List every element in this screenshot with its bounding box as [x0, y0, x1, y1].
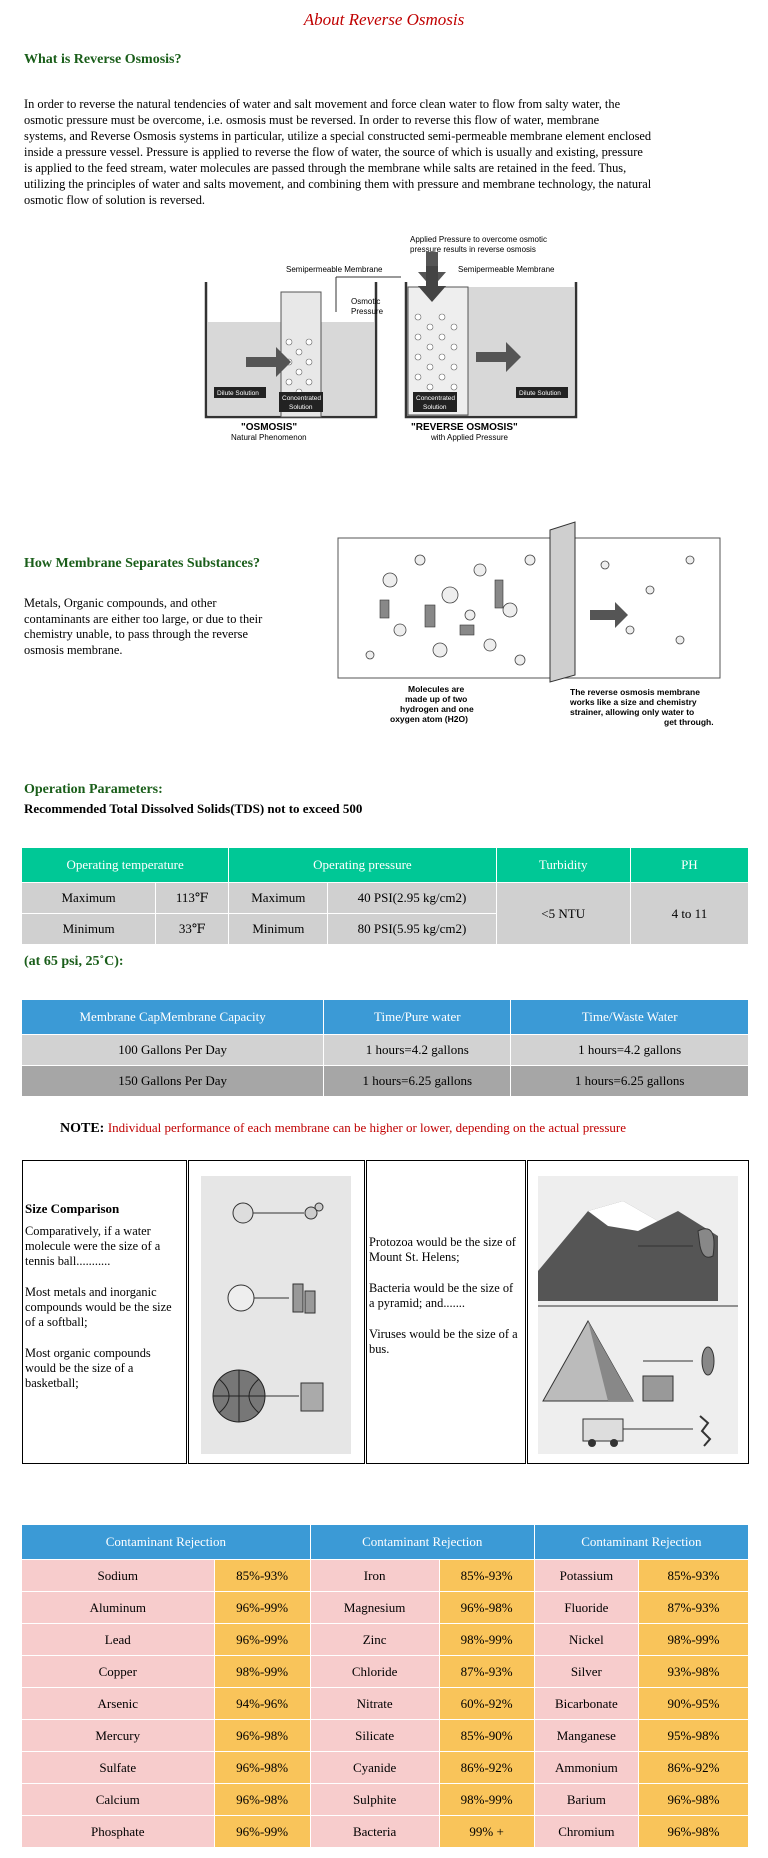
- temp-min-value: 33℉: [156, 914, 229, 945]
- turbidity-value: <5 NTU: [496, 883, 630, 945]
- note-label: NOTE:: [60, 1121, 105, 1136]
- header-operating-temperature: Operating temperature: [22, 848, 229, 883]
- press-min-label: Minimum: [229, 914, 328, 945]
- contaminant-name: Nitrate: [310, 1688, 439, 1720]
- contaminant-name: Sulphite: [310, 1784, 439, 1816]
- header-membrane-capacity: Membrane CapMembrane Capacity: [22, 1000, 324, 1035]
- semipermeable-right-label: Semipermeable Membrane: [458, 265, 555, 274]
- press-min-value: 80 PSI(5.95 kg/cm2): [328, 914, 496, 945]
- contaminant-name: Manganese: [534, 1720, 638, 1752]
- rejection-percent: 96%-98%: [214, 1720, 310, 1752]
- header-time-waste-water: Time/Waste Water: [511, 1000, 749, 1035]
- dilute-right-label: Dilute Solution: [519, 390, 561, 397]
- size-text-water: Comparatively, if a water molecule were the size of a tennis ball...........: [25, 1224, 161, 1268]
- landmarks-illustration: [528, 1161, 748, 1463]
- rejection-percent: 86%-92%: [439, 1752, 534, 1784]
- press-max-label: Maximum: [229, 883, 328, 914]
- rejection-header: Contaminant Rejection: [310, 1525, 534, 1560]
- capacity-cell: 1 hours=6.25 gallons: [511, 1066, 749, 1097]
- bus-icon: [583, 1419, 623, 1441]
- tennis-ball-icon: [233, 1203, 253, 1223]
- para-line: inside a pressure vessel. Pressure is applied to reverse the flow of water, the source of which is usually and existing, pressure: [24, 145, 643, 159]
- landmarks-illustration-box: [527, 1160, 749, 1464]
- rejection-header: Contaminant Rejection: [534, 1525, 748, 1560]
- contaminant-name: Chromium: [534, 1816, 638, 1848]
- osmosis-caption: "OSMOSIS": [241, 422, 298, 433]
- press-max-value: 40 PSI(2.95 kg/cm2): [328, 883, 496, 914]
- size-comparison-heading: Size Comparison: [25, 1201, 120, 1216]
- rejection-percent: 98%-99%: [439, 1624, 534, 1656]
- with-applied-pressure-caption: with Applied Pressure: [431, 433, 508, 442]
- dilute-left-label: Dilute Solution: [217, 390, 259, 397]
- softball-icon: [228, 1285, 254, 1311]
- concentrated-right-label-2: Solution: [423, 404, 447, 411]
- rejection-percent: 99% +: [439, 1816, 534, 1848]
- contaminant-name: Fluoride: [534, 1592, 638, 1624]
- temp-min-label: Minimum: [22, 914, 156, 945]
- rejection-percent: 86%-92%: [638, 1752, 748, 1784]
- capacity-cell: 1 hours=6.25 gallons: [324, 1066, 511, 1097]
- size-text-organic: Most organic compounds would be the size of a basketball;: [25, 1346, 151, 1390]
- contaminant-name: Cyanide: [310, 1752, 439, 1784]
- size-comparison-text-box: [22, 1160, 187, 1464]
- header-time-pure-water: Time/Pure water: [324, 1000, 511, 1035]
- para-line: osmosis membrane.: [24, 642, 123, 657]
- applied-pressure-label: Applied Pressure to overcome osmotic: [410, 235, 547, 244]
- capacity-cell: 100 Gallons Per Day: [22, 1035, 324, 1066]
- page-title: About Reverse Osmosis: [303, 10, 465, 29]
- contaminant-name: Silver: [534, 1656, 638, 1688]
- sphinx-icon: [643, 1376, 673, 1401]
- rejection-percent: 87%-93%: [439, 1656, 534, 1688]
- concentrated-left-label: Concentrated: [282, 395, 322, 402]
- rejection-percent: 94%-96%: [214, 1688, 310, 1720]
- rejection-percent: 96%-99%: [214, 1816, 310, 1848]
- rejection-percent: 98%-99%: [439, 1784, 534, 1816]
- contaminant-name: Mercury: [22, 1720, 215, 1752]
- para-line: osmotic flow of solution is reversed.: [24, 193, 206, 207]
- rejection-header: Contaminant Rejection: [22, 1525, 311, 1560]
- contaminant-rejection-table: [21, 1524, 749, 1848]
- capacity-cell: 1 hours=4.2 gallons: [511, 1035, 749, 1066]
- contaminant-name: Zinc: [310, 1624, 439, 1656]
- contaminant-name: Phosphate: [22, 1816, 215, 1848]
- molecules-caption-4: oxygen atom (H2O): [390, 714, 468, 724]
- size-text-bacteria: Bacteria would be the size of a pyramid; and.......: [369, 1281, 514, 1310]
- rejection-percent: 85%-93%: [638, 1560, 748, 1592]
- para-line: is applied to the feed stream, water molecules are passed through the membrane while salts are retained in the feed. Thus,: [24, 161, 627, 175]
- para-line: Metals, Organic compounds, and other: [24, 596, 217, 610]
- note-line: [60, 1120, 626, 1137]
- pressure-label: Pressure: [351, 307, 384, 316]
- para-line: chemistry unable, to pass through the reverse: [24, 627, 248, 641]
- strainer-caption-4: get through.: [664, 717, 714, 727]
- para-line: In order to reverse the natural tendencies of water and salt movement and force clean water to flow from salty water, the: [24, 97, 621, 111]
- capacity-cell: 1 hours=4.2 gallons: [324, 1035, 511, 1066]
- contaminant-name: Bicarbonate: [534, 1688, 638, 1720]
- rejection-percent: 85%-93%: [214, 1560, 310, 1592]
- osmosis-diagram: [186, 232, 586, 442]
- balls-illustration: [189, 1161, 364, 1463]
- molecules-caption-3: hydrogen and one: [400, 704, 474, 714]
- what-is-paragraph: [24, 96, 754, 208]
- strainer-caption-2: works like a size and chemistry: [570, 697, 697, 707]
- contaminant-name: Magnesium: [310, 1592, 439, 1624]
- contaminant-name: Sodium: [22, 1560, 215, 1592]
- rejection-percent: 96%-99%: [214, 1592, 310, 1624]
- contaminant-name: Barium: [534, 1784, 638, 1816]
- reverse-osmosis-caption: "REVERSE OSMOSIS": [411, 422, 518, 433]
- size-text-protozoa: Protozoa would be the size of Mount St. Helens;: [369, 1235, 516, 1264]
- molecules-caption-1: Molecules are: [408, 684, 465, 694]
- rejection-percent: 96%-98%: [214, 1752, 310, 1784]
- contaminant-name: Lead: [22, 1624, 215, 1656]
- membrane-heading: How Membrane Separates Substances?: [24, 556, 261, 571]
- concentrated-right-label: Concentrated: [416, 395, 456, 402]
- osmotic-label: Osmotic: [351, 297, 381, 306]
- rejection-percent: 85%-90%: [439, 1720, 534, 1752]
- contaminant-name: Nickel: [534, 1624, 638, 1656]
- contaminant-name: Arsenic: [22, 1688, 215, 1720]
- contaminant-name: Iron: [310, 1560, 439, 1592]
- header-turbidity: Turbidity: [496, 848, 630, 883]
- rejection-percent: 87%-93%: [638, 1592, 748, 1624]
- rejection-percent: 90%-95%: [638, 1688, 748, 1720]
- rejection-percent: 96%-98%: [638, 1784, 748, 1816]
- para-line: systems, and Reverse Osmosis systems in particular, utilize a special constructed semi-permeable membrane element enclosed: [24, 129, 652, 143]
- temp-max-value: 113℉: [156, 883, 229, 914]
- concentrated-left-label-2: Solution: [289, 404, 313, 411]
- rejection-percent: 85%-93%: [439, 1560, 534, 1592]
- molecules-caption-2: made up of two: [405, 694, 468, 704]
- note-text: Individual performance of each membrane can be higher or lower, depending on the actual pressure: [107, 1120, 627, 1135]
- rejection-percent: 96%-98%: [638, 1816, 748, 1848]
- operation-subheading: Recommended Total Dissolved Solids(TDS) not to exceed 500: [24, 801, 363, 816]
- rejection-percent: 98%-99%: [214, 1656, 310, 1688]
- contaminant-name: Chloride: [310, 1656, 439, 1688]
- what-is-heading: What is Reverse Osmosis?: [24, 52, 182, 67]
- operation-heading: Operation Parameters:: [24, 782, 163, 797]
- rejection-percent: 93%-98%: [638, 1656, 748, 1688]
- balls-illustration-box: [188, 1160, 365, 1464]
- bacteria-icon: [702, 1347, 714, 1375]
- ph-value: 4 to 11: [630, 883, 748, 945]
- rejection-percent: 60%-92%: [439, 1688, 534, 1720]
- rejection-percent: 95%-98%: [638, 1720, 748, 1752]
- semipermeable-left-label: Semipermeable Membrane: [286, 265, 383, 274]
- para-line: contaminants are either too large, or due to their: [24, 611, 263, 626]
- membrane-diagram: [330, 520, 730, 730]
- contaminant-name: Potassium: [534, 1560, 638, 1592]
- contaminant-name: Sulfate: [22, 1752, 215, 1784]
- temp-max-label: Maximum: [22, 883, 156, 914]
- metal-compound-icon: [293, 1284, 303, 1312]
- contaminant-name: Silicate: [310, 1720, 439, 1752]
- size-text-viruses: Viruses would be the size of a bus.: [369, 1327, 518, 1356]
- header-operating-pressure: Operating pressure: [229, 848, 496, 883]
- contaminant-name: Bacteria: [310, 1816, 439, 1848]
- capacity-cell: 150 Gallons Per Day: [22, 1066, 324, 1097]
- pressure-temperature-note: (at 65 psi, 25˚C):: [24, 954, 124, 969]
- rejection-percent: 96%-98%: [214, 1784, 310, 1816]
- contaminant-name: Copper: [22, 1656, 215, 1688]
- contaminant-name: Ammonium: [534, 1752, 638, 1784]
- para-line: osmotic pressure must be overcome, i.e. osmosis must be reversed. In order to reverse this flow of water, membrane: [24, 113, 600, 127]
- membrane-capacity-table: [21, 999, 749, 1097]
- contaminant-name: Aluminum: [22, 1592, 215, 1624]
- rejection-percent: 98%-99%: [638, 1624, 748, 1656]
- strainer-caption-3: strainer, allowing only water to: [570, 707, 695, 717]
- size-text-metals: Most metals and inorganic compounds would be the size of a softball;: [25, 1285, 172, 1329]
- rejection-percent: 96%-98%: [439, 1592, 534, 1624]
- operation-parameters-table: [21, 847, 749, 945]
- contaminant-name: Calcium: [22, 1784, 215, 1816]
- strainer-caption-1: The reverse osmosis membrane: [570, 687, 700, 697]
- membrane-paragraph: [24, 596, 314, 658]
- para-line: utilizing the principles of water and salts movement, and combining them with pressure and membrane technology, the natural: [24, 177, 652, 191]
- size-comparison-text-box-2: [366, 1160, 526, 1464]
- rejection-percent: 96%-99%: [214, 1624, 310, 1656]
- applied-pressure-label-2: pressure results in reverse osmosis: [410, 245, 536, 254]
- header-ph: PH: [630, 848, 748, 883]
- organic-compound-icon: [301, 1383, 323, 1411]
- natural-phenomenon-caption: Natural Phenomenon: [231, 433, 307, 442]
